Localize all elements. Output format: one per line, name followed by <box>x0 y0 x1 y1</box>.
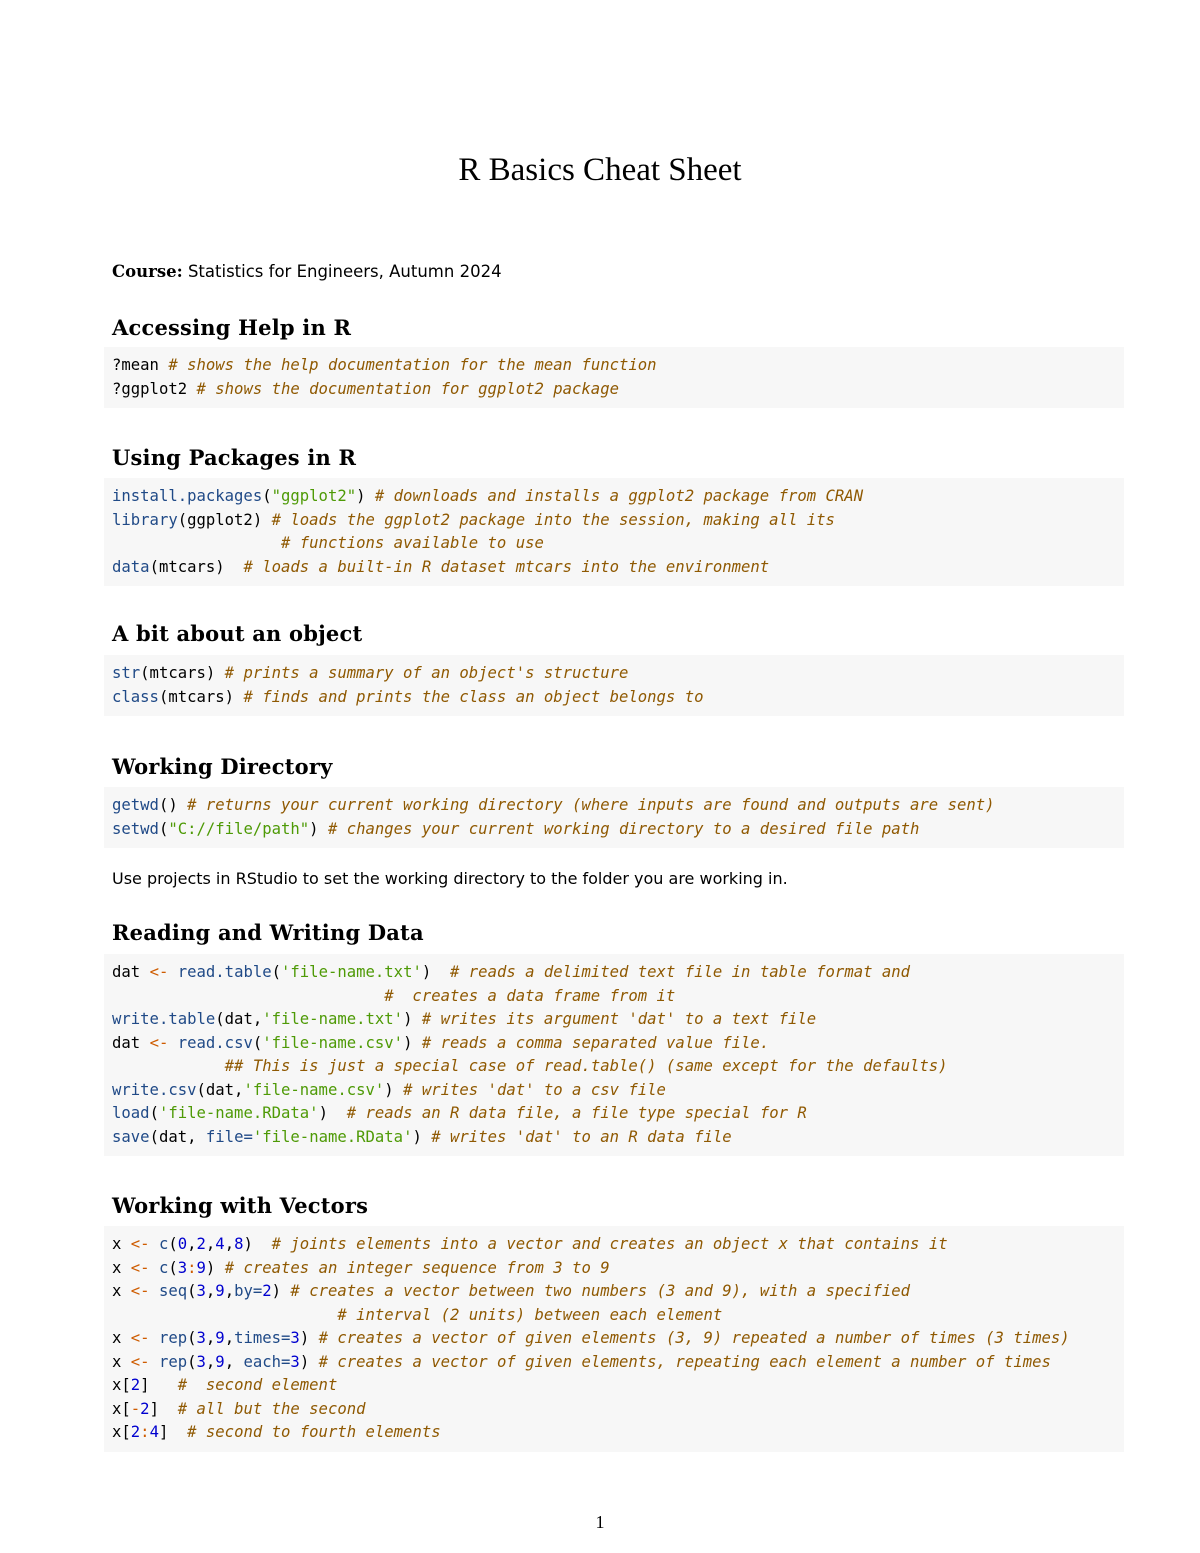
code-text: ?mean <box>112 356 169 374</box>
code-text: ) <box>318 1104 347 1122</box>
section-heading-vectors: Working with Vectors <box>112 1193 369 1218</box>
code-text: ) <box>271 1282 291 1300</box>
code-line <box>112 961 1124 985</box>
code-comment: # all but the second <box>177 1399 366 1418</box>
code-comment: # finds and prints the class an object belongs to <box>243 687 704 706</box>
code-string: 'file-name.RData' <box>158 1104 319 1122</box>
code-comment: ## This is just a special case of read.table() (same except for the defaults) <box>224 1057 948 1075</box>
code-block-packages <box>104 478 1124 586</box>
code-line <box>112 1398 1124 1422</box>
code-comment: # returns your current working directory (where inputs are found and outputs are sent) <box>187 796 995 814</box>
code-text <box>168 963 177 981</box>
code-line <box>112 1374 1124 1398</box>
code-text: ( <box>187 1352 197 1371</box>
code-string: 'file-name.txt' <box>281 963 422 981</box>
code-string: 'file-name.RData' <box>252 1127 413 1146</box>
code-function: class <box>112 687 159 706</box>
code-function: library <box>112 510 178 529</box>
section-heading-object: A bit about an object <box>112 621 363 646</box>
code-text: (mtcars) <box>140 664 225 682</box>
code-text: x <box>112 1235 131 1253</box>
code-text: ] <box>140 1376 178 1394</box>
code-number: 3 <box>196 1329 206 1347</box>
code-function: write.table <box>112 1010 216 1028</box>
code-function: write.csv <box>112 1080 197 1099</box>
code-operator: - <box>130 1399 141 1418</box>
code-text: ) <box>412 1127 432 1146</box>
code-number: 3 <box>177 1258 188 1277</box>
code-text: dat <box>112 963 150 981</box>
code-text: , <box>205 1352 216 1371</box>
code-text: ( <box>187 1329 197 1347</box>
code-line <box>112 1421 1124 1445</box>
wd-note: Use projects in RStudio to set the working directory to the folder you are working in. <box>112 869 788 888</box>
code-text: x <box>112 1352 131 1371</box>
code-function: load <box>112 1104 150 1122</box>
code-function: save <box>112 1127 150 1146</box>
code-text: ) <box>356 487 375 505</box>
code-comment: # writes 'dat' to an R data file <box>431 1127 732 1146</box>
code-number: 9 <box>215 1352 225 1371</box>
code-text: ) <box>299 1329 319 1347</box>
code-text: , <box>205 1329 216 1347</box>
code-text: ) <box>403 1010 422 1028</box>
code-comment: # reads an R data file, a file type special for R <box>346 1104 807 1122</box>
code-number: 3 <box>290 1329 300 1347</box>
code-string: 'file-name.csv' <box>262 1033 404 1052</box>
page-title: R Basics Cheat Sheet <box>458 152 742 188</box>
code-number: 2 <box>130 1423 141 1441</box>
code-number: 3 <box>196 1282 206 1300</box>
code-comment: # loads a built-in R dataset mtcars into the environment <box>243 557 770 576</box>
course-label: Course: <box>112 262 183 281</box>
code-string: "C://file/path" <box>168 819 310 838</box>
code-operator: <- <box>130 1329 150 1347</box>
code-line <box>112 1327 1124 1351</box>
code-text: ) <box>299 1352 319 1371</box>
code-comment: # downloads and installs a ggplot2 package from CRAN <box>374 487 864 505</box>
code-text: , <box>224 1352 244 1371</box>
code-function: rep <box>158 1352 188 1371</box>
code-text: x[ <box>112 1423 131 1441</box>
code-comment: # writes its argument 'dat' to a text file <box>421 1010 817 1028</box>
code-comment: # loads the ggplot2 package into the session, making all its <box>271 510 835 529</box>
code-block-object <box>104 655 1124 716</box>
code-line <box>112 1233 1124 1257</box>
code-text: (mtcars) <box>149 557 244 576</box>
code-line <box>112 1079 1124 1103</box>
code-number: 2 <box>130 1376 141 1394</box>
code-line <box>112 354 1124 378</box>
code-line <box>112 1304 1124 1328</box>
section-heading-help: Accessing Help in R <box>112 315 352 340</box>
code-text: , <box>224 1282 235 1300</box>
code-number: 2 <box>262 1282 272 1300</box>
code-line <box>112 1126 1124 1150</box>
code-function: data <box>112 557 150 576</box>
code-text <box>112 1057 225 1075</box>
code-number: 9 <box>215 1329 225 1347</box>
code-function: c <box>158 1258 169 1277</box>
code-function: file= <box>205 1127 253 1146</box>
course-line <box>112 262 502 281</box>
code-text: x <box>112 1258 131 1277</box>
code-operator: <- <box>130 1282 150 1300</box>
course-value: Statistics for Engineers, Autumn 2024 <box>182 262 502 281</box>
code-number: 4 <box>215 1235 225 1253</box>
code-line <box>112 794 1124 818</box>
code-operator: : <box>140 1423 150 1441</box>
code-text: ?ggplot2 <box>112 379 197 398</box>
code-number: 0 <box>177 1235 188 1253</box>
code-line <box>112 818 1124 842</box>
code-operator: <- <box>149 1033 169 1052</box>
code-text: ) <box>421 963 451 981</box>
code-comment: # creates an integer sequence from 3 to 9 <box>224 1258 610 1277</box>
code-line <box>112 1032 1124 1056</box>
code-comment: # second element <box>177 1376 338 1394</box>
code-number: 3 <box>196 1352 206 1371</box>
code-text: ) <box>205 1258 225 1277</box>
code-block-wd <box>104 787 1124 848</box>
code-comment: # prints a summary of an object's structure <box>224 664 629 682</box>
code-text: x[ <box>112 1376 131 1394</box>
section-heading-wd: Working Directory <box>112 754 333 779</box>
code-text: ) <box>403 1033 422 1052</box>
code-line <box>112 556 1124 580</box>
code-text <box>112 987 384 1005</box>
code-operator: <- <box>130 1352 150 1371</box>
code-comment: # interval (2 units) between each element <box>337 1305 723 1324</box>
code-line <box>112 509 1124 533</box>
code-text: ( <box>271 963 282 981</box>
code-function: each= <box>243 1352 291 1371</box>
code-text <box>150 1259 159 1277</box>
code-line <box>112 1055 1124 1079</box>
code-function: setwd <box>112 819 159 838</box>
section-heading-rw: Reading and Writing Data <box>112 920 424 945</box>
code-text: ( <box>262 487 272 505</box>
code-text: ) <box>243 1235 272 1253</box>
code-number: 9 <box>196 1258 206 1277</box>
code-text: ( <box>149 1104 159 1122</box>
code-number: 8 <box>234 1235 244 1253</box>
code-line <box>112 1257 1124 1281</box>
code-number: 9 <box>215 1282 225 1300</box>
code-text: , <box>187 1235 197 1253</box>
code-comment: # shows the documentation for ggplot2 package <box>196 379 619 398</box>
code-line <box>112 378 1124 402</box>
code-number: 3 <box>290 1352 300 1371</box>
code-text <box>168 1034 177 1052</box>
code-function: read.csv <box>177 1033 253 1052</box>
code-comment: # functions available to use <box>281 534 544 552</box>
code-text: ( <box>158 819 169 838</box>
code-text <box>112 534 281 552</box>
code-number: 4 <box>149 1423 159 1441</box>
code-comment: # changes your current working directory to a desired file path <box>327 819 920 838</box>
code-text: () <box>158 796 188 814</box>
code-text <box>150 1235 159 1253</box>
code-text <box>112 1306 337 1324</box>
code-line <box>112 985 1124 1009</box>
code-block-rw <box>104 954 1124 1156</box>
code-operator: : <box>187 1258 197 1277</box>
code-text: ( <box>168 1258 178 1277</box>
code-text: (ggplot2) <box>177 510 272 529</box>
code-text: , <box>224 1235 235 1253</box>
code-function: by= <box>234 1282 263 1300</box>
code-text: , <box>205 1235 216 1253</box>
code-text: ) <box>309 819 328 838</box>
code-function: getwd <box>112 796 159 814</box>
code-line <box>112 1008 1124 1032</box>
code-comment: # second to fourth elements <box>187 1423 441 1441</box>
code-text: ) <box>384 1080 404 1099</box>
page-number: 1 <box>595 1512 605 1532</box>
code-text: ( <box>187 1282 197 1300</box>
code-number: 2 <box>140 1399 150 1418</box>
code-text: x <box>112 1329 131 1347</box>
code-operator: <- <box>130 1258 150 1277</box>
code-text: ( <box>252 1033 263 1052</box>
code-function: times= <box>234 1329 291 1347</box>
code-operator: <- <box>149 963 169 981</box>
code-text: (mtcars) <box>158 687 244 706</box>
code-operator: <- <box>130 1235 150 1253</box>
code-comment: # reads a comma separated value file. <box>421 1033 770 1052</box>
code-comment: # writes 'dat' to a csv file <box>403 1080 666 1099</box>
code-line <box>112 686 1124 710</box>
code-block-vectors <box>104 1226 1124 1452</box>
code-string: 'file-name.csv' <box>243 1080 385 1099</box>
code-text <box>150 1282 159 1300</box>
code-text: dat <box>112 1033 150 1052</box>
section-heading-packages: Using Packages in R <box>112 445 357 470</box>
code-line <box>112 1280 1124 1304</box>
code-text: (dat, <box>149 1127 206 1146</box>
code-text: , <box>224 1329 235 1347</box>
code-comment: # creates a vector of given elements, repeating each element a number of times <box>318 1352 1051 1371</box>
code-comment: # joints elements into a vector and creates an object x that contains it <box>271 1235 948 1253</box>
code-function: install.packages <box>112 487 263 505</box>
code-text: (dat, <box>215 1010 263 1028</box>
code-comment: # creates a data frame from it <box>384 986 676 1005</box>
code-comment: # shows the help documentation for the mean function <box>168 356 657 374</box>
code-function: seq <box>158 1282 188 1300</box>
code-text: , <box>205 1282 216 1300</box>
code-block-help <box>104 347 1124 408</box>
code-comment: # reads a delimited text file in table format and <box>450 963 911 981</box>
code-text <box>150 1353 159 1371</box>
code-comment: # creates a vector between two numbers (3 and 9), with a specified <box>290 1282 911 1300</box>
code-line <box>112 485 1124 509</box>
code-function: c <box>158 1235 169 1253</box>
code-function: rep <box>158 1329 188 1347</box>
code-text: ( <box>168 1235 178 1253</box>
code-string: 'file-name.txt' <box>262 1010 404 1028</box>
code-text <box>150 1329 159 1347</box>
code-line <box>112 1102 1124 1126</box>
code-number: 2 <box>196 1235 206 1253</box>
code-text: ] <box>158 1423 188 1441</box>
code-line <box>112 532 1124 556</box>
code-text: x <box>112 1282 131 1300</box>
code-text: (dat, <box>196 1080 244 1099</box>
code-text: x[ <box>112 1399 131 1418</box>
code-string: "ggplot2" <box>271 487 357 505</box>
code-line <box>112 662 1124 686</box>
code-function: read.table <box>177 963 272 981</box>
code-text: ] <box>149 1399 178 1418</box>
code-function: str <box>112 664 141 682</box>
code-comment: # creates a vector of given elements (3, 9) repeated a number of times (3 times) <box>318 1329 1070 1347</box>
code-line <box>112 1351 1124 1375</box>
